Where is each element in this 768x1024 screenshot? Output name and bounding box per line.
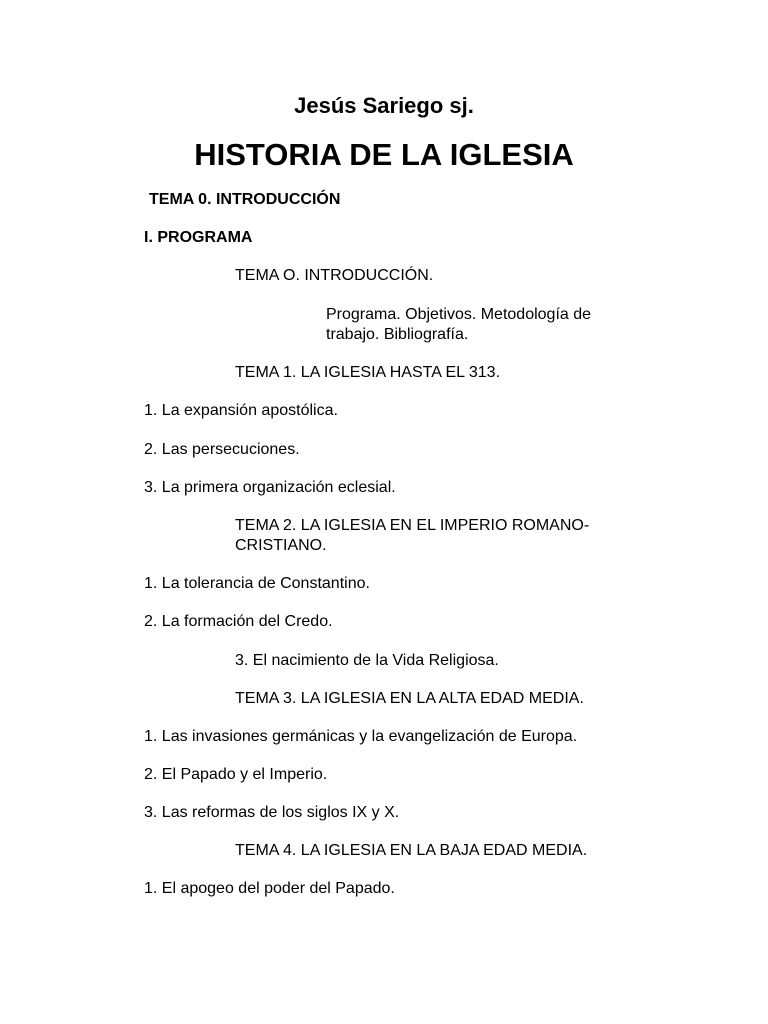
tema2-heading-line1: TEMA 2. LA IGLESIA EN EL IMPERIO ROMANO- xyxy=(235,517,590,534)
tema1-item-3: 3. La primera organización eclesial. xyxy=(144,479,396,496)
tema3-item-2: 2. El Papado y el Imperio. xyxy=(144,766,328,783)
author-name: Jesús Sariego sj. xyxy=(294,93,474,118)
section-heading: TEMA 0. INTRODUCCIÓN xyxy=(149,191,341,208)
tema1-heading: TEMA 1. LA IGLESIA HASTA EL 313. xyxy=(235,364,501,381)
tema2-item-3: 3. El nacimiento de la Vida Religiosa. xyxy=(235,652,499,669)
tema2-item-2: 2. La formación del Credo. xyxy=(144,613,333,630)
tema0-heading: TEMA O. INTRODUCCIÓN. xyxy=(235,267,434,284)
tema4-heading: TEMA 4. LA IGLESIA EN LA BAJA EDAD MEDIA. xyxy=(235,842,588,859)
tema3-heading: TEMA 3. LA IGLESIA EN LA ALTA EDAD MEDIA. xyxy=(235,690,584,707)
tema0-description-line2: trabajo. Bibliografía. xyxy=(326,326,469,343)
tema2-heading-line2: CRISTIANO. xyxy=(235,537,327,554)
document-title: HISTORIA DE LA IGLESIA xyxy=(194,137,574,172)
tema2-item-1: 1. La tolerancia de Constantino. xyxy=(144,575,370,592)
tema3-item-1: 1. Las invasiones germánicas y la evangelización de Europa. xyxy=(144,728,578,745)
subsection-heading: I. PROGRAMA xyxy=(144,229,253,246)
tema1-item-2: 2. Las persecuciones. xyxy=(144,441,300,458)
tema4-item-1: 1. El apogeo del poder del Papado. xyxy=(144,880,395,897)
tema1-item-1: 1. La expansión apostólica. xyxy=(144,402,338,419)
tema3-item-3: 3. Las reformas de los siglos IX y X. xyxy=(144,804,400,821)
tema0-description-line1: Programa. Objetivos. Metodología de xyxy=(326,306,592,323)
